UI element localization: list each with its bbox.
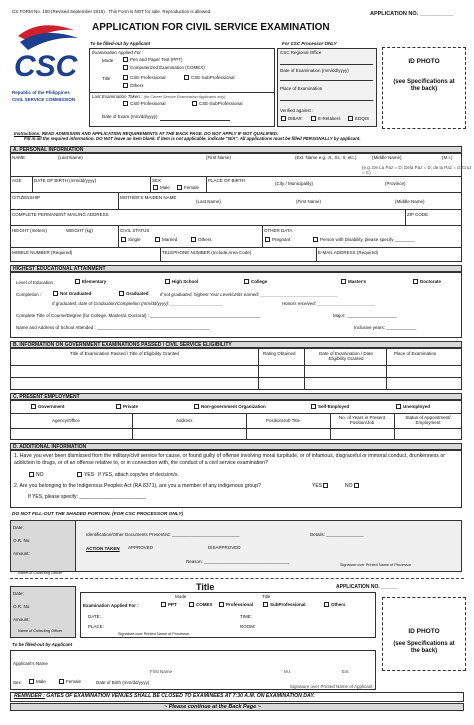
receipt-others[interactable]: Others	[323, 602, 346, 607]
last-name-label: (Last Name)	[58, 155, 83, 160]
proc-sig2: Signature over Printed Name of Processor	[340, 563, 412, 567]
proc-action: ACTION TAKEN	[86, 546, 120, 551]
section-eligibility: B. INFORMATION ON GOVERNMENT EXAMINATIONS PASSED / CIVIL SERVICE ELIGIBILITY	[10, 341, 462, 348]
receipt-ppt[interactable]: PPT	[160, 602, 177, 607]
receipt-first-label: First Name	[150, 669, 173, 674]
eretakers-option[interactable]: E-Retakers	[310, 116, 341, 121]
section-employment: C. PRESENT EMPLOYMENT	[10, 393, 462, 400]
level-college[interactable]: College	[243, 279, 267, 284]
ppt-option[interactable]: Pen and Paper Test (PPT)	[122, 57, 182, 62]
verified-label: Verified against :	[280, 108, 314, 113]
major-label: Major: ____________________	[333, 313, 397, 318]
receipt-mi-label: M.I.	[284, 669, 292, 674]
section-additional: D. ADDITIONAL INFORMATION	[10, 443, 462, 450]
question-2: 2. Are you belonging to the Indigenous Peoples Act (RA 8371), are you a member of any indigenous group?	[14, 483, 261, 489]
proc-approved[interactable]: APPROVED	[128, 545, 154, 550]
receipt-comex[interactable]: COMEX	[188, 602, 213, 607]
id-photo-title: ID PHOTO	[408, 58, 440, 65]
mi-label: (M.I.)	[442, 155, 453, 160]
receipt-app-no: APPLICATION NO. ______	[336, 584, 398, 590]
name-note: (e.g. De La Paz = D; Dela Paz = D; de la Paz = d; Cruz = C)	[362, 165, 472, 176]
receipt-date: Date:	[13, 591, 24, 596]
comex-option[interactable]: Computerized Examination (COMEX)	[122, 65, 205, 70]
cse-subprof-option[interactable]: CSE-SubProfessional	[183, 75, 235, 80]
level-high[interactable]: High School	[164, 279, 198, 284]
mode-label: Mode	[102, 58, 114, 63]
elig-col-rating: Rating Obtained	[263, 351, 296, 356]
proc-reason: Reason: __________________________________	[186, 559, 290, 564]
proc-identification: Identification/Other Documents Presented: ___________________________	[86, 532, 240, 537]
emp-nongov[interactable]: Non-government Organization	[193, 404, 266, 409]
province-label: (Province)	[385, 181, 406, 186]
page-title: APPLICATION FOR CIVIL SERVICE EXAMINATION	[92, 22, 330, 33]
q1-attach: If YES, attach copy/ies of decision/s.	[98, 472, 179, 478]
weight-label: WEIGHT (kg)	[66, 228, 93, 233]
receipt-exam-applied: Examination Applied For :	[83, 603, 139, 608]
dob-label: DATE OF BIRTH (mm/dd/yyyy)	[34, 178, 97, 183]
receipt-male[interactable]: Male	[28, 679, 46, 684]
receipt-title: Title	[196, 582, 215, 592]
last-subprof-option[interactable]: CSE-SubProfessional	[191, 101, 243, 106]
proc-details: Details: _______________	[310, 532, 364, 537]
mother-middle-label: (Middle Name)	[395, 199, 425, 204]
last-exam-label: Last Examination Taken : (for Career Service Examination Applicants only)	[92, 94, 226, 99]
date-exam-label: Date of Exam (mm/dd/yyyy)	[102, 114, 158, 119]
title-label: Title	[102, 76, 111, 81]
q1-no[interactable]: NO	[28, 472, 44, 479]
mother-last-label: (Last Name)	[196, 199, 221, 204]
level-elementary[interactable]: Elementary	[74, 279, 106, 284]
proc-sig1: Name of Collecting Officer	[18, 571, 63, 575]
civil-others[interactable]: Others	[190, 237, 212, 242]
receipt-date2: DATE:	[88, 614, 101, 619]
receipt-id-note: (see Specifications at the back)	[393, 641, 455, 655]
address-label: COMPLETE PERMANENT MAILING ADDRESS	[12, 212, 109, 217]
logo-sub2: CIVIL SERVICE COMMISSION	[12, 97, 76, 102]
proc-amount: Amount:	[13, 551, 30, 556]
height-label: HEIGHT (meters)	[12, 228, 47, 233]
cut-line	[10, 578, 464, 579]
receipt-mode: Mode	[175, 594, 187, 599]
course-label: Complete Title of Course/Degree (for College, Masteral, Doctoral) : ____________________________________________	[16, 313, 261, 318]
receipt-dob: Date of Birth (mm/dd/yyyy)	[96, 680, 150, 685]
elig-col-place: Place of Examination	[394, 351, 437, 356]
pob-label: PLACE OF BIRTH	[208, 178, 245, 183]
inclusive-label: Inclusive years: ____________	[354, 325, 417, 330]
level-label: Level of Education :	[16, 280, 56, 285]
level-masters[interactable]: Master's	[340, 279, 366, 284]
id-photo-box	[382, 47, 466, 129]
receipt-place: PLACE:	[88, 624, 105, 629]
emp-address: Address	[176, 418, 193, 423]
receipt-sig2: Signature over Printed Name of Applicant	[290, 684, 373, 689]
exam-date-label: Date of Examination (mm/dd/yyyy)	[280, 68, 349, 73]
not-graduated[interactable]: Not Graduated	[52, 291, 91, 296]
logo-sub1: Republic of the Philippines	[12, 90, 70, 95]
receipt-time: TIME:	[240, 614, 252, 619]
emp-unemployed[interactable]: Unemployed	[395, 404, 430, 409]
q2-yes[interactable]: YES	[312, 483, 330, 490]
applicant-note: To be filled-out by Applicant	[90, 41, 151, 46]
cse-prof-option[interactable]: CSE-Professional	[122, 75, 166, 80]
application-number: APPLICATION NO. ___________	[370, 11, 454, 17]
civil-label: CIVIL STATUS	[120, 228, 150, 233]
telephone-label: TELEPHONE NUMBER (Include Area Code)	[162, 250, 252, 255]
honors-label: Honors received: _______________________	[282, 301, 375, 306]
if-graduated: If graduated, date of Graduation/Completion (mm/dd/yyyy): _____________________	[52, 301, 224, 306]
other-data-label: OTHER DATA	[264, 228, 293, 233]
elig-col-title: Title of Examination Passed / Title of Eligibility Granted	[70, 351, 179, 356]
school-label: Name and Address of School Attended : _____________________________________________	[16, 325, 210, 330]
last-prof-option[interactable]: CSE-Professional	[122, 101, 166, 106]
mother-first-label: (First Name)	[296, 199, 321, 204]
csc-logo	[10, 20, 88, 92]
reminder: REMINDER : GATES OF EXAMINATION VENUES SHALL BE CLOSED TO EXAMINEES AT 7:30 A.M. ON EXAMINATION DAY.	[14, 693, 315, 699]
name-label: NAME	[12, 155, 26, 160]
receipt-filled: To be filled-out by Applicant	[12, 642, 73, 647]
receipt-room: ROOM:	[240, 624, 256, 629]
ext-name-label: (Ext. Name e.g. Jr., Sr., II, etc.)	[295, 155, 357, 160]
id-photo-note: (see Specifications at the back)	[393, 79, 455, 93]
emp-self[interactable]: Self-Employed	[310, 404, 349, 409]
question-1: 1. Have you ever been dismissed from the military/civil service for cause, or found guilty of offense involving moral turpitude, or of infamous, disgraceful or immoral conduct, drunkenness or addiction to drugs, or of an offense relative to, or in connection with, the conduct of a civil service examination?	[14, 453, 445, 466]
graduated[interactable]: Graduated	[118, 291, 149, 296]
section-personal: A. PERSONAL INFORMATION	[10, 146, 462, 153]
form-number: CS FORM No. 100 (Revised September 2016) . This Form is NOT for sale. Reproduction is allowed.	[12, 9, 212, 14]
receipt-subprof[interactable]: SubProfessional	[262, 602, 306, 607]
mobile-label: MOBILE NUMBER (Required)	[12, 250, 73, 255]
sex-label: SEX	[152, 178, 162, 183]
q2-no[interactable]: NO	[345, 483, 361, 490]
receipt-id-title: ID PHOTO	[408, 628, 440, 635]
edqis-option[interactable]: EDQIS	[347, 116, 369, 121]
regional-office-label: CSC Regional Office	[280, 50, 322, 55]
emp-private[interactable]: Private	[115, 404, 138, 409]
emp-government[interactable]: Government	[30, 404, 65, 409]
zip-label: ZIP CODE	[407, 212, 429, 217]
receipt-name-label: Applicant's Name	[13, 661, 48, 666]
receipt-sex-label: Sex:	[13, 680, 23, 685]
receipt-or: O.R. No.	[13, 604, 31, 609]
sex-male[interactable]: Male	[152, 185, 170, 190]
elig-col-date: Date of Examination / Date Eligibility Granted	[319, 351, 373, 362]
receipt-prof[interactable]: Professional	[218, 602, 253, 607]
proc-disapproved[interactable]: DISAPPROVED	[208, 545, 241, 550]
citizenship-label: CITIZENSHIP	[12, 195, 41, 200]
emp-years: No. of Years in Present Position/Job	[338, 415, 386, 426]
receipt-sig: Signature over Printed Name of Processor	[118, 632, 190, 636]
receipt-female[interactable]: Female	[58, 679, 81, 684]
receipt-officer: Name of Collecting Officer	[18, 629, 63, 633]
processor-header: DO NOT FILL-OUT THE SHADED PORTION. (FOR CSC PROCESSOR ONLY)	[12, 512, 184, 517]
if-not-graduated: If not graduated, highest Year Level/Units earned: _______________________________	[160, 292, 338, 297]
city-label: (City / Municipality)	[275, 181, 314, 186]
first-name-label: (First Name)	[206, 155, 231, 160]
emp-agency: Agency/Office	[52, 418, 80, 423]
disability-option[interactable]: Person with Disability, please specify ________	[312, 237, 415, 242]
receipt-ext-label: Ext.	[342, 669, 350, 674]
mother-label: MOTHER'S MAIDEN NAME	[120, 195, 177, 200]
level-doctorate[interactable]: Doctorate	[412, 279, 441, 284]
q2-specify: If YES, please specify: ________________________	[28, 494, 147, 500]
civil-married[interactable]: Married	[154, 237, 177, 242]
continue-text: ~ Please continue at the Back Page ~	[164, 704, 261, 710]
exam-applied-label: Examination Applied For :	[92, 50, 144, 55]
others-option[interactable]: Others	[122, 83, 144, 88]
svg-text:CSC: CSC	[14, 50, 78, 83]
receipt-amount: Amount:	[13, 617, 30, 622]
instructions: Instructions: READ ADMISSION AND APPLICATION REQUIREMENTS AT THE BACK PAGE. DO NOT APPLY IF NOT QUALIFIED. Fill in all the required information. DO NOT leave an item blank. If item is not applicable, indicate "N/A". All applications must be filled PERSONALLY by applicant.	[14, 131, 361, 142]
receipt-title-label: Title	[262, 594, 271, 599]
emp-status: Status of Appointment/ Employment	[405, 415, 451, 426]
emp-position: Position/Job Title	[266, 418, 301, 423]
middle-name-label: (Middle Name)	[372, 155, 402, 160]
age-label: AGE	[12, 178, 22, 183]
section-education: HIGHEST EDUCATIONAL ATTAINMENT	[10, 265, 462, 272]
civil-single[interactable]: Single	[120, 237, 141, 242]
receipt-id-photo	[382, 597, 466, 671]
dibar-option[interactable]: DIBAR	[280, 116, 302, 121]
proc-or: O.R. No.	[13, 538, 31, 543]
place-exam-label: Place of Examination	[280, 86, 323, 91]
email-label: E-MAIL ADDRESS (Required)	[318, 250, 379, 255]
pregnant-option[interactable]: Pregnant	[264, 237, 290, 242]
sex-female[interactable]: Female	[176, 185, 199, 190]
proc-date: Date:	[13, 525, 24, 530]
completion-label: Completion :	[16, 292, 42, 297]
processor-note: For CSC Processor ONLY	[282, 41, 337, 46]
q1-yes[interactable]: YES	[76, 472, 94, 479]
